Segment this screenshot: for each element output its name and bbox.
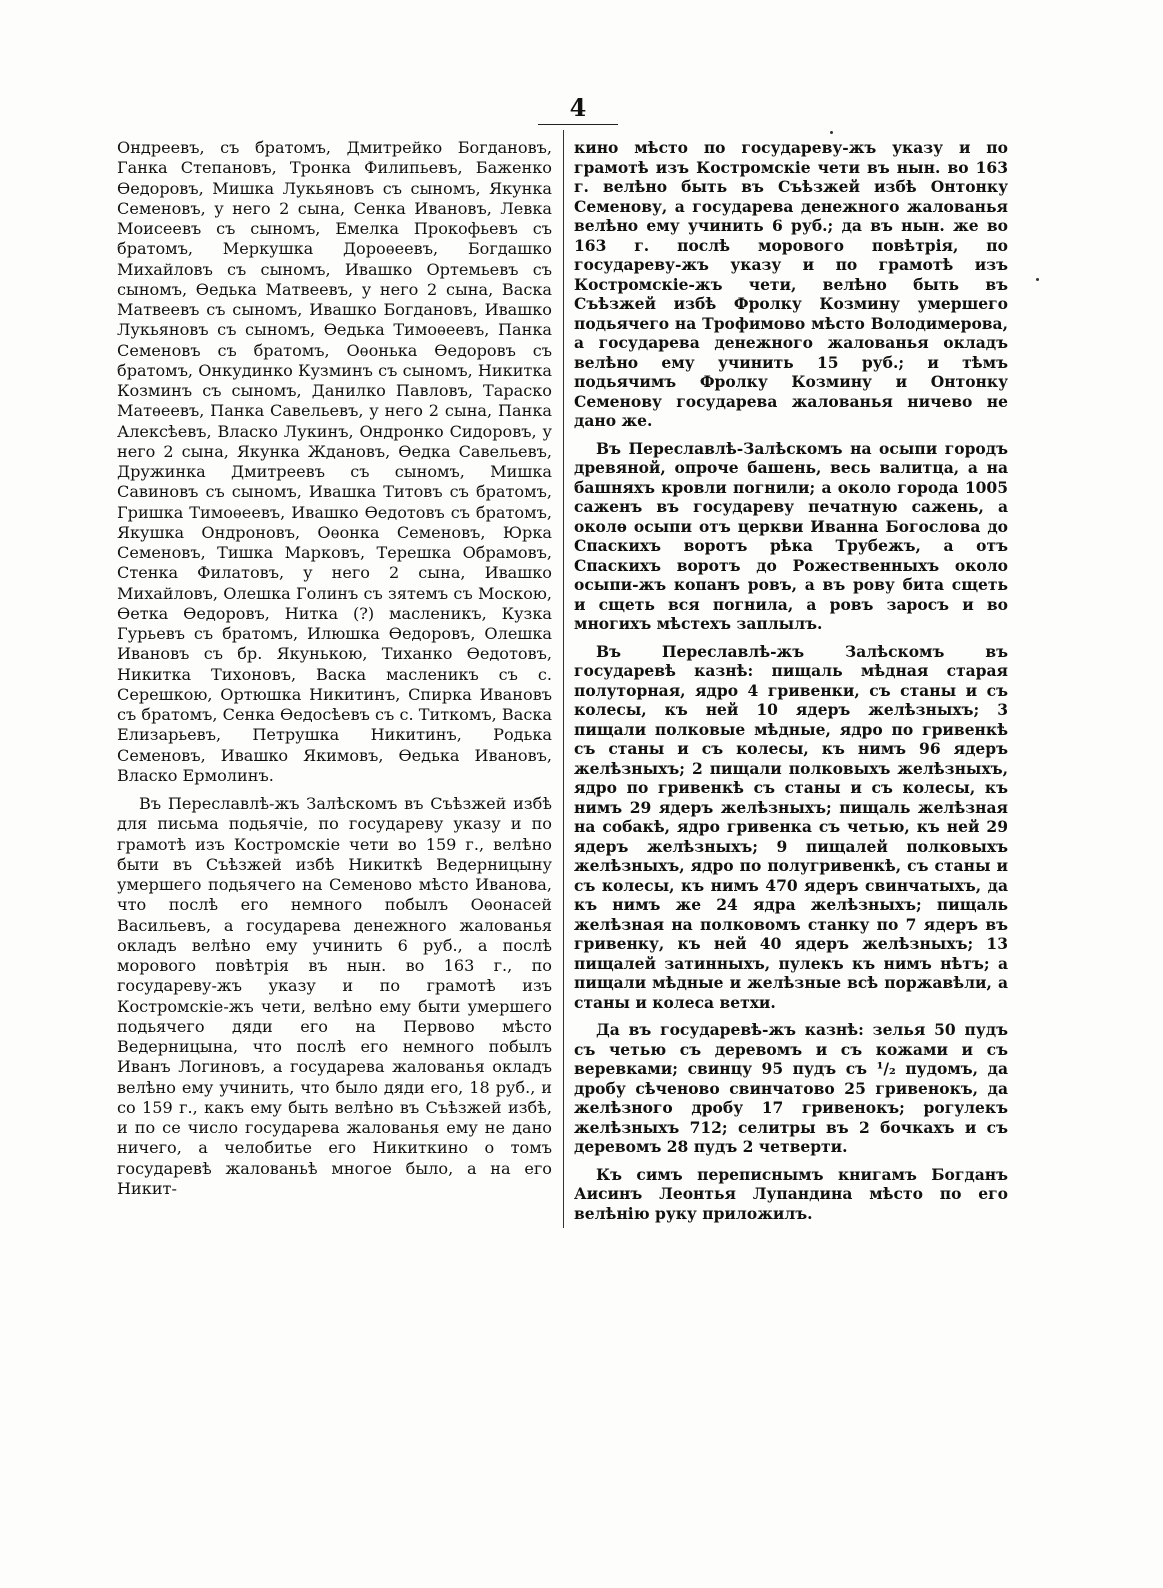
left-column [117, 138, 552, 1199]
right-paragraph-2: Въ Переславлѣ-Залѣскомъ на осыпи городъ древяной, опроче башень, весь валитца, а на башняхъ кровли погнили; а около города 1005 саженъ въ государеву печатную сажень, а околѳ осыпи отъ церкви Иванна Богослова до Спаскихъ воротъ рѣка Трубежъ, а отъ Спаскихъ воротъ до Рожественныхъ около осыпи-жъ копанъ ровъ, а въ рову бита сщеть и сщеть вся погнила, а ровъ заросъ и во многихъ мѣстехъ заплылъ. [574, 438, 1008, 633]
left-paragraph-1: Ондреевъ, съ братомъ, Дмитрейко Богдановъ, Ганка Степановъ, Тронка Филипьевъ, Баженко Өедоровъ, Мишка Лукьяновъ съ сыномъ, Якунка Семеновъ, у него 2 сына, Сенка Ивановъ, Левка Моисеевъ съ сыномъ, Емелка Прокофьевъ съ братомъ, Меркушка Дороѳеевъ, Богдашко Михайловъ съ сыномъ, Ивашко Ортемьевъ съ сыномъ, Өедька Матвеевъ, у него 2 сына, Васка Матвеевъ съ сыномъ, Ивашко Богдановъ, Ивашко Лукьяновъ съ сыномъ, Өедька Тимоѳеевъ, Панка Семеновъ съ братомъ, Оѳонька Өедоровъ съ братомъ, Онкудинко Кузминъ съ сыномъ, Никитка Козминъ съ сыномъ, Данилко Павловъ, Тараско Матѳеевъ, Панка Савельевъ, у него 2 сына, Панка Алексѣевъ, Власко Лукинъ, Ондронко Сидоровъ, у него 2 сына, Якунка Ждановъ, Өедка Савельевъ, Дружинка Дмитреевъ съ сыномъ, Мишка Савиновъ съ сыномъ, Ивашка Титовъ съ братомъ, Гришка Тимоѳеевъ, Ивашко Өедотовъ съ братомъ, Якушка Ондроновъ, Оѳонка Семеновъ, Юрка Семеновъ, Тишка Марковъ, Терешка Обрамовъ, Стенка Филатовъ, у него 2 сына, Ивашко Михайловъ, Олешка Голинъ съ зятемъ съ Москою, Өетка Өедоровъ, Нитка (?) масленикъ, Кузка Гурьевъ съ братомъ, Илюшка Өедоровъ, Олешка Ивановъ съ бр. Якунькою, Тиханко Өедотовъ, Никитка Тихоновъ, Васка масленикъ съ с. Серешкою, Ортюшка Никитинъ, Спирка Ивановъ съ братомъ, Сенка Өедосѣевъ съ с. Титкомъ, Васка Елизарьевъ, Петрушка Никитинъ, Родька Семеновъ, Ивашко Якимовъ, Өедька Ивановъ, Власко Ермолинъ. [117, 138, 552, 785]
page-number: 4 [569, 93, 587, 122]
header-rule [538, 124, 618, 125]
right-paragraph-3: Въ Переславлѣ-жъ Залѣскомъ въ государевѣ казнѣ: пищаль мѣдная старая полуторная, ядро 4 гривенки, съ станы и съ колесы, къ ней 10 ядеръ желѣзныхъ; 3 пищали полковые мѣдные, ядро по гривенкѣ съ станы и съ колесы, къ нимъ 96 ядеръ желѣзныхъ; 2 пищали полковыхъ желѣзныхъ, ядро по гривенкѣ съ станы и съ колесы, къ нимъ 29 ядеръ желѣзныхъ; пищаль желѣзная на собакѣ, ядро гривенка съ четью, къ ней 29 ядеръ желѣзныхъ; 9 пищалей полковыхъ желѣзныхъ, ядро по полугривенкѣ, съ станы и съ колесы, къ нимъ 470 ядеръ свинчатыхъ, да къ нимъ же 24 ядра желѣзныхъ; пищаль желѣзная на полковомъ станку по 7 ядеръ въ гривенку, къ ней 40 ядеръ желѣзныхъ; 13 пищалей затинныхъ, пулекъ къ нимъ нѣтъ; а пищали мѣдные и желѣзные всѣ поржавѣли, а станы и колеса ветхи. [574, 641, 1008, 1012]
print-speck [830, 131, 833, 134]
right-paragraph-1: кино мѣсто по государеву-жъ указу и по грамотѣ изъ Костромскіе чети въ нын. во 163 г. велѣно быть въ Съѣзжей избѣ Онтонку Семенову, а государева денежного жалованья велѣно ему учинить 6 руб.; да въ нын. же во 163 г. послѣ морового повѣтрія, по государеву-жъ указу и по грамотѣ изъ Костромскіе-жъ чети, велѣно быть въ Съѣзжей избѣ Фролку Козмину умершего подьячего на Трофимово мѣсто Володимерова, а государева денежного жалованья окладъ велѣно ему учинить 15 руб.; и тѣмъ подьячимъ Фролку Козмину и Онтонку Семенову государева жалованья ничево не дано же. [574, 138, 1008, 430]
right-paragraph-4: Да въ государевѣ-жъ казнѣ: зелья 50 пудъ съ четью съ деревомъ и съ кожами и съ веревками; свинцу 95 пудъ съ ¹/₂ пудомъ, да дробу сѣченово свинчатово 25 гривенокъ, да желѣзного дробу 17 гривенокъ; рогулекъ желѣзныхъ 712; селитры въ 2 бочкахъ и съ деревомъ 28 пудъ 2 четверти. [574, 1020, 1008, 1156]
right-paragraph-5: Къ симъ переписнымъ книгамъ Богданъ Аисинъ Леонтья Лупандина мѣсто по его велѣнію руку приложилъ. [574, 1164, 1008, 1223]
left-paragraph-2: Въ Переславлѣ-жъ Залѣскомъ въ Съѣзжей избѣ для письма подьячіе, по государеву указу и по грамотѣ изъ Костромскіе чети во 159 г., велѣно быти въ Съѣзжей избѣ Никиткѣ Ведерницыну умершего подьячего на Семеново мѣсто Иванова, что послѣ его немного побылъ Оѳонасей Васильевъ, а государева денежного жалованья окладъ велѣно ему учинить 6 руб., а послѣ моровогo повѣтрія въ нын. во 163 г., по государеву-жъ указу и по грамотѣ изъ Костромскіе-жъ чети, велѣно ему быти умершего подьячего дяди его на Первово мѣсто Ведерницына, что послѣ его немного побылъ Иванъ Логиновъ, а государева жалованья окладъ велѣно ему учинить, что было дяди его, 18 руб., и со 159 г., какъ ему быть велѣно въ Съѣзжей избѣ, и по се число государева жалованья ему не дано ничего, а челобитье его Никиткино о томъ государевѣ жалованьѣ многое было, а на его Никит- [117, 794, 552, 1198]
right-column [574, 138, 1008, 1223]
print-speck [1036, 278, 1039, 281]
column-divider [563, 130, 564, 1228]
